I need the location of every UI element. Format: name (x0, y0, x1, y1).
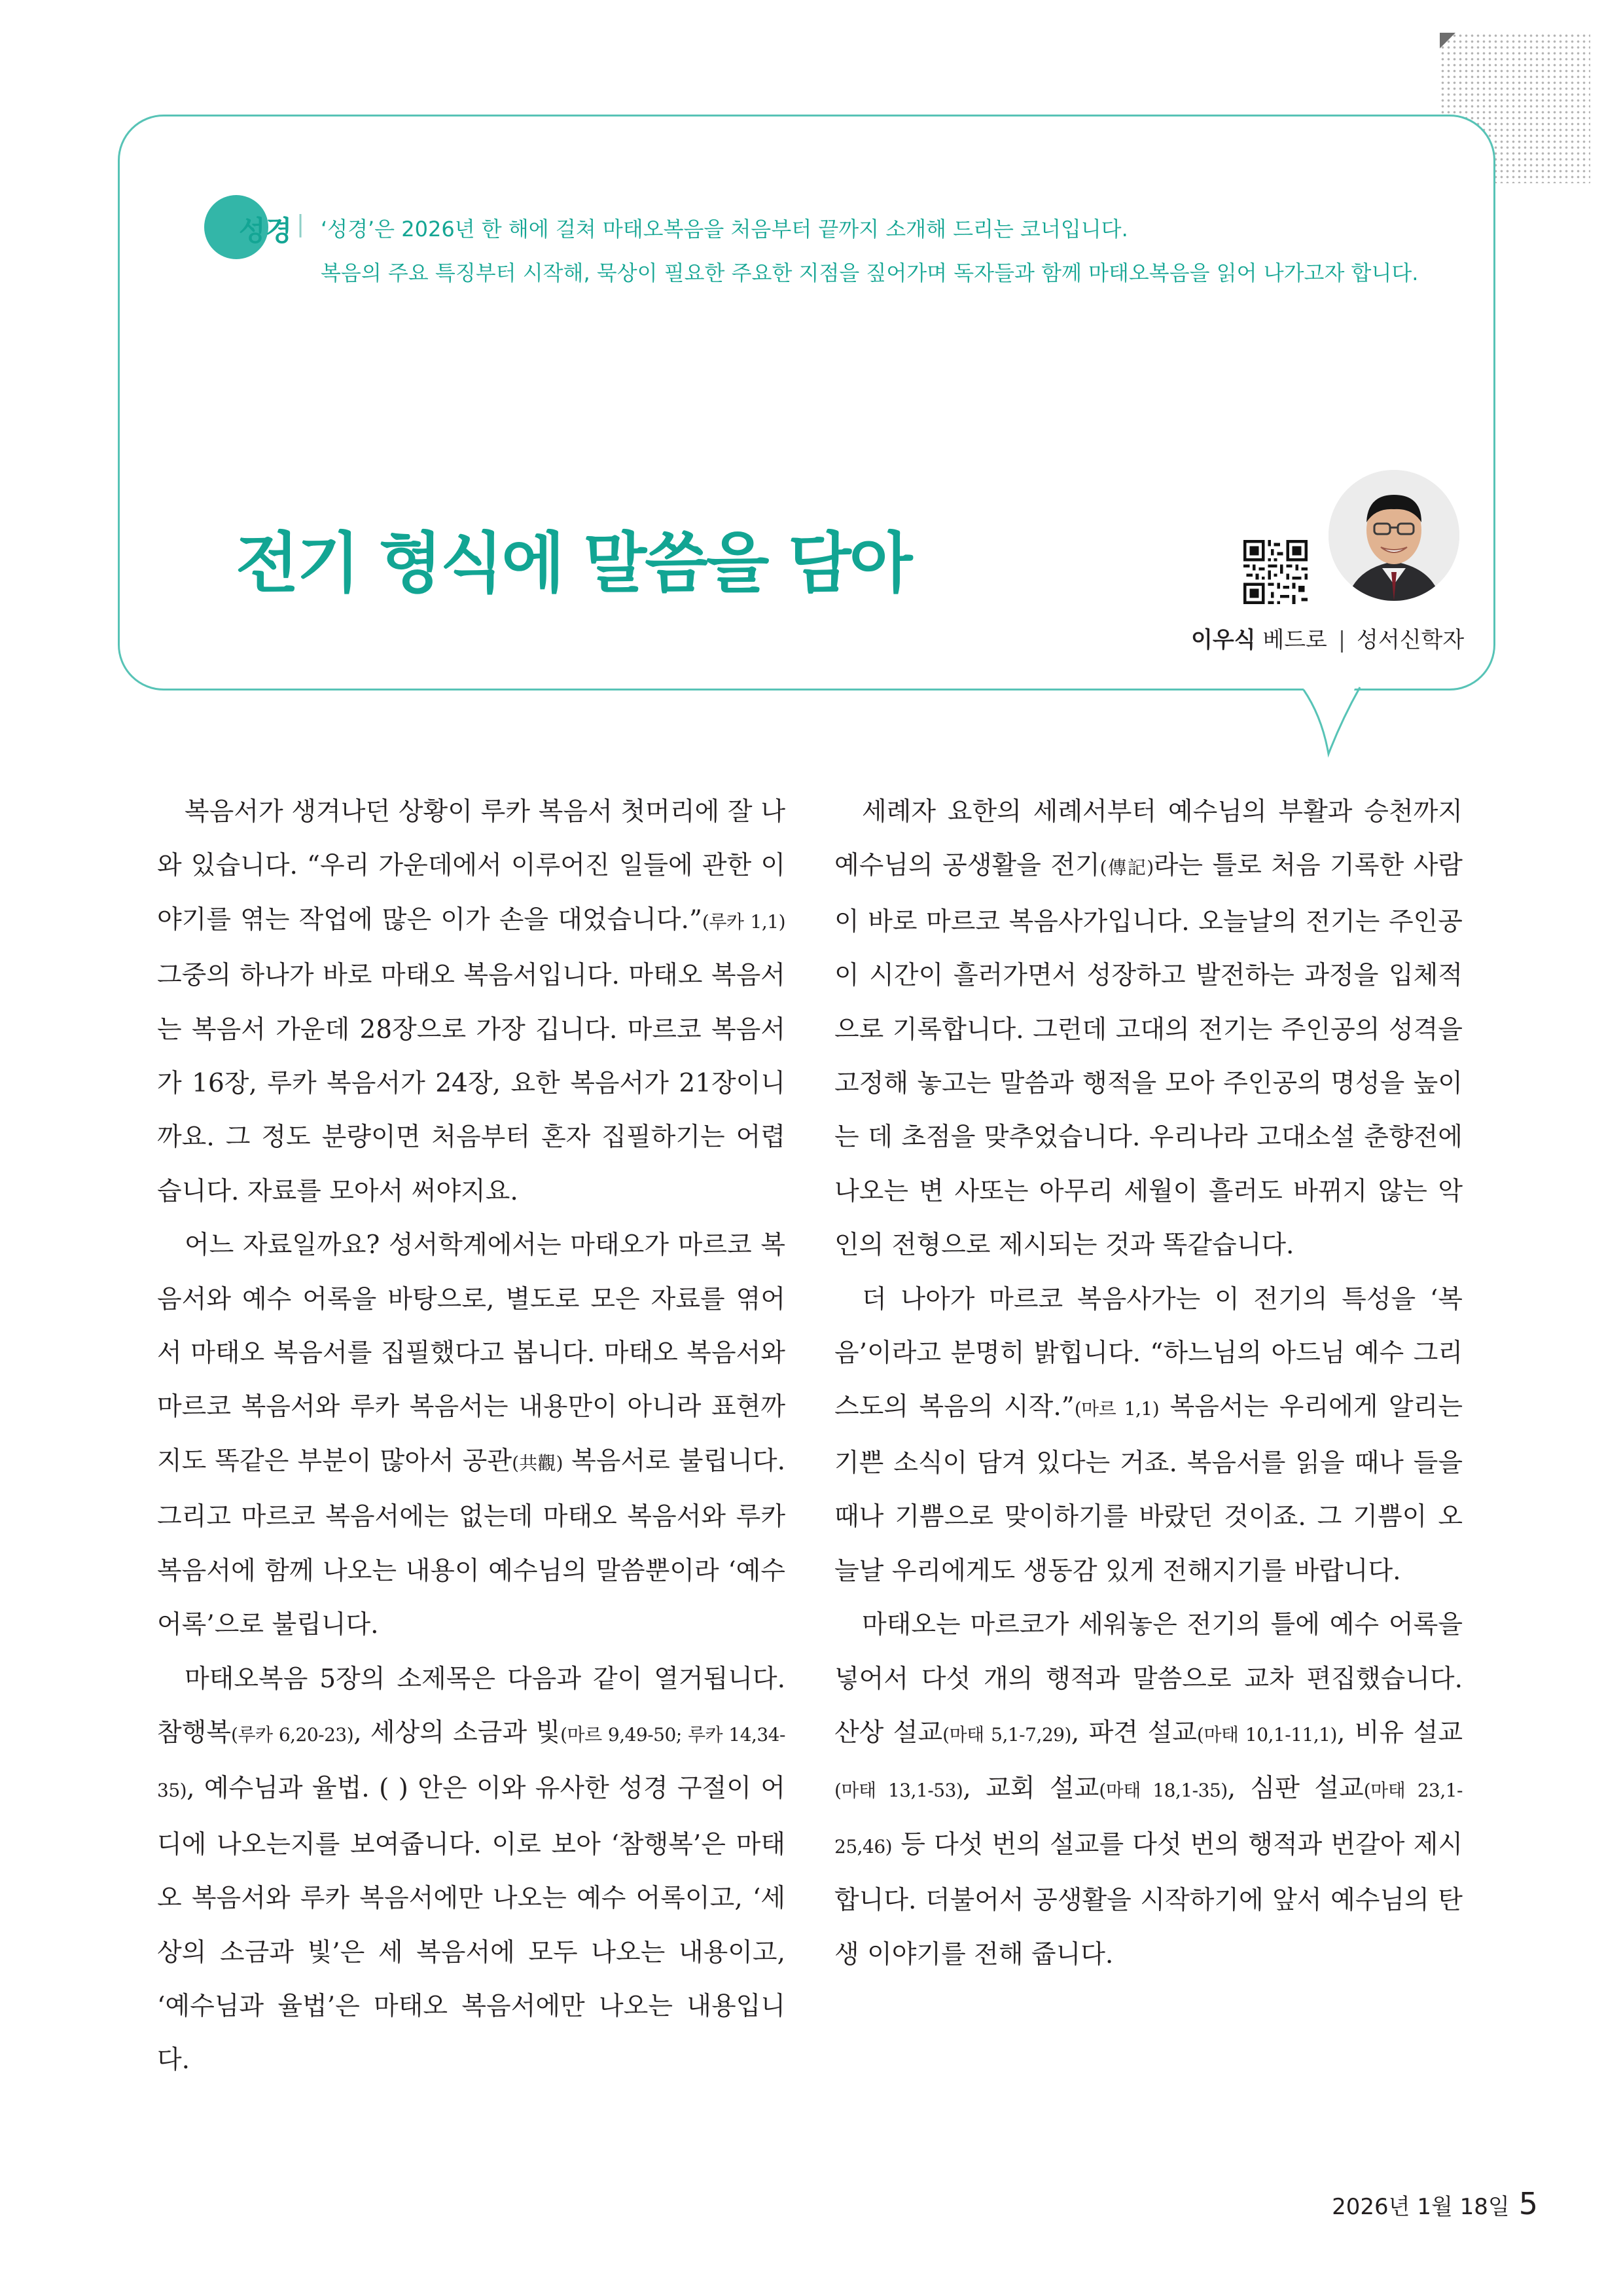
scripture-reference: (마르 9,49-50; 루카 14,34-35) (157, 1723, 785, 1802)
paragraph: 마태오복음 5장의 소제목은 다음과 같이 열거됩니다. 참행복(루카 6,20-23), 세상의 소금과 빛(마르 9,49-50; 루카 14,34-35), 예수님과 율법. ( ) 안은 이와 유사한 성경 구절이 어디에 나오는지를 보여줍니다. 이로 보아 ‘참행복’은 마태오 복음서와 루카 복음서에만 나오는 예수 어록이고, ‘세상의 소금과 빛’은 세 복음서에 모두 나오는 내용이고, ‘예수님과 율법’은 마태오 복음서에만 나오는 내용입니다. (157, 1664, 785, 2075)
author-name: 이우식 (1191, 627, 1256, 653)
speech-bubble-tail (1302, 681, 1374, 759)
scripture-reference: (마태 5,1-7,29) (942, 1723, 1071, 1746)
article-title: 전기 형식에 말씀을 담아 (236, 525, 911, 601)
paragraph: 세례자 요한의 세례서부터 예수님의 부활과 승천까지 예수님의 공생활을 전기(傳記)라는 틀로 처음 기록한 사람이 바로 마르코 복음사가입니다. 오늘날의 전기는 주인공이 시간이 흘러가면서 성장하고 발전하는 과정을 입체적으로 기록합니다. 그런데 고대의 전기는 주인공의 성격을 고정해 놓고는 말씀과 행적을 모아 주인공의 명성을 높이는 데 초점을 맞추었습니다. 우리나라 고대소설 춘향전에 나오는 변 사또는 아무리 세월이 흘러도 바뀌지 않는 악인의 전형으로 제시되는 것과 똑같습니다. (834, 797, 1463, 1261)
paragraph: 마태오는 마르코가 세워놓은 전기의 틀에 예수 어록을 넣어서 다섯 개의 행적과 말씀으로 교차 편집했습니다. 산상 설교(마태 5,1-7,29), 파견 설교(마태 10,1-11,1), 비유 설교(마태 13,1-53), 교회 설교(마태 18,1-35), 심판 설교(마태 23,1-25,46) 등 다섯 번의 설교를 다섯 번의 행적과 번갈아 제시합니다. 더불어서 공생활을 시작하기에 앞서 예수님의 탄생 이야기를 전해 줍니다. (834, 1610, 1463, 1969)
body-column-left (157, 785, 785, 2088)
body-column-right (834, 785, 1463, 1982)
paragraph: 복음서가 생겨나던 상황이 루카 복음서 첫머리에 잘 나와 있습니다. “우리 가운데에서 이루어진 일들에 관한 이야기를 엮는 작업에 많은 이가 손을 대었습니다.”(루카 1,1) 그중의 하나가 바로 마태오 복음서입니다. 마태오 복음서는 복음서 가운데 28장으로 가장 깁니다. 마르코 복음서가 16장, 루카 복음서가 24장, 요한 복음서가 21장이니까요. 그 정도 분량이면 처음부터 혼자 집필하기는 어렵습니다. 자료를 모아서 써야지요. (157, 797, 785, 1206)
hanja-annotation: (傳記) (1099, 857, 1154, 879)
scripture-reference: (마태 10,1-11,1) (1196, 1723, 1337, 1746)
page-number: 5 (1518, 2186, 1538, 2221)
paragraph: 어느 자료일까요? 성서학계에서는 마태오가 마르코 복음서와 예수 어록을 바탕으로, 별도로 모은 자료를 엮어서 마태오 복음서를 집필했다고 봅니다. 마태오 복음서와 마르코 복음서와 루카 복음서는 내용만이 아니라 표현까지도 똑같은 부분이 많아서 공관(共觀) 복음서로 불립니다. 그리고 마르코 복음서에는 없는데 마태오 복음서와 루카 복음서에 함께 나오는 내용이 예수님의 말씀뿐이라 ‘예수 어록’으로 불립니다. (157, 1230, 785, 1640)
author-photo (1329, 470, 1459, 601)
scripture-reference: (마태 13,1-53) (834, 1780, 963, 1802)
hanja-annotation: (共觀) (512, 1452, 563, 1474)
section-separator: | (296, 211, 305, 238)
qr-code-icon[interactable] (1243, 540, 1308, 604)
scripture-reference: (루카 6,20-23) (231, 1723, 354, 1746)
author-byline (1191, 622, 1463, 654)
scripture-reference: (마르 1,1) (1074, 1398, 1160, 1420)
scripture-reference: (마태 18,1-35) (1099, 1780, 1228, 1802)
author-baptismal-name: 베드로 (1262, 627, 1327, 653)
intro-line-1: ‘성경’은 2026년 한 해에 걸쳐 마태오복음을 처음부터 끝까지 소개해 드리는 코너입니다. (321, 217, 1128, 242)
author-separator: | (1338, 627, 1346, 653)
scripture-reference: (마태 23,1-25,46) (834, 1780, 1463, 1857)
scripture-reference: (루카 1,1) (702, 910, 785, 933)
author-role: 성서신학자 (1357, 627, 1465, 653)
issue-date: 2026년 1월 18일 (1332, 2194, 1510, 2220)
section-label: 성경 (239, 215, 293, 247)
intro-line-2: 복음의 주요 특징부터 시작해, 묵상이 필요한 주요한 지점을 짚어가며 독자들과 함께 마태오복음을 읽어 나가고자 합니다. (321, 260, 1419, 285)
page-footer (1332, 2186, 1538, 2221)
paragraph: 더 나아가 마르코 복음사가는 이 전기의 특성을 ‘복음’이라고 분명히 밝힙니다. “하느님의 아드님 예수 그리스도의 복음의 시작.”(마르 1,1) 복음서는 우리에게 알리는 기쁜 소식이 담겨 있다는 거죠. 복음서를 읽을 때나 들을 때나 기쁨으로 맞이하기를 바랐던 것이죠. 그 기쁨이 오늘날 우리에게도 생동감 있게 전해지기를 바랍니다. (834, 1284, 1463, 1586)
